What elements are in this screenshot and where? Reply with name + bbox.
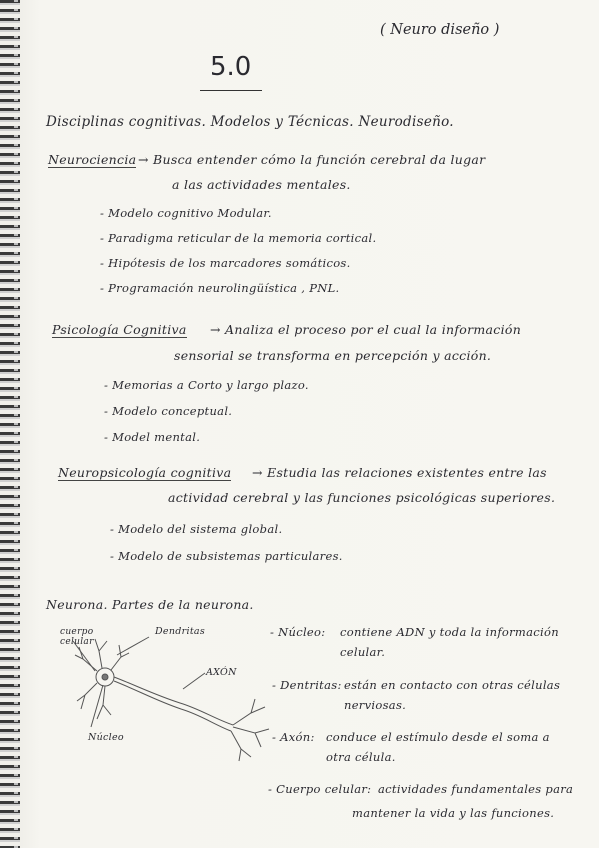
dendritas-pointer-line <box>117 637 149 655</box>
neuropsicologia-term: Neuropsicología cognitiva <box>58 465 232 480</box>
neuron-part-desc-line2: mantener la vida y las funciones. <box>352 806 555 820</box>
section-number: 5.0 <box>210 52 252 82</box>
neuron-part-desc-line1: contiene ADN y toda la información <box>340 625 559 639</box>
neurociencia-definition-line1: → Busca entender cómo la función cerebral da lugar <box>138 152 486 167</box>
section-number-underline <box>200 90 262 91</box>
neuron-part-desc-line1: actividades fundamentales para <box>378 782 574 796</box>
label-axon: AXÓN <box>206 667 237 678</box>
neuron-part-desc-line2: nerviosas. <box>344 698 407 712</box>
neurociencia-item: - Modelo cognitivo Modular. <box>100 206 272 220</box>
neuron-part-desc-line1: conduce el estímulo desde el soma a <box>326 730 550 744</box>
label-cuerpo-line1: cuerpo <box>60 627 94 637</box>
neurociencia-item: - Paradigma reticular de la memoria cortical. <box>100 231 377 245</box>
neuropsicologia-definition-line1: → Estudia las relaciones existentes entre las <box>252 465 547 480</box>
neuron-dendrite-shape <box>97 686 111 719</box>
neurociencia-term: Neurociencia <box>48 152 137 167</box>
neuron-terminal-shape <box>231 731 251 761</box>
nucleo-pointer-line <box>91 685 103 727</box>
neuron-part-desc-line2: otra célula. <box>326 750 396 764</box>
psicologia-item: - Modelo conceptual. <box>104 404 233 418</box>
neuron-dendrite-shape <box>111 645 129 670</box>
neurociencia-item: - Hipótesis de los marcadores somáticos. <box>100 256 351 270</box>
neuron-dendrite-shape <box>95 639 107 668</box>
label-dendritas: Dendritas <box>155 626 206 637</box>
neuron-axon-shape <box>114 681 231 731</box>
neuron-axon-shape <box>114 677 233 725</box>
neuron-part-term: - Dentritas: <box>272 678 342 692</box>
neuropsicologia-item: - Modelo del sistema global. <box>110 522 283 536</box>
psicologia-definition-line1: → Analiza el proceso por el cual la información <box>210 322 522 337</box>
neuron-dendrite-shape <box>77 683 97 709</box>
neurociencia-item: - Programación neurolingüística , PNL. <box>100 281 340 295</box>
neuron-terminal-shape <box>233 699 265 725</box>
neuron-part-term: - Núcleo: <box>270 625 326 639</box>
neuron-part-desc-line1: están en contacto con otras células <box>344 678 561 692</box>
neuron-nucleus-shape <box>102 674 108 680</box>
label-cuerpo-line2: celular <box>60 637 94 647</box>
neuropsicologia-definition-line2: actividad cerebral y las funciones psicológicas superiores. <box>168 490 556 505</box>
psicologia-item: - Model mental. <box>104 430 201 444</box>
label-nucleo: Núcleo <box>88 732 124 743</box>
neurona-heading: Neurona. Partes de la neurona. <box>46 597 254 612</box>
neuropsicologia-item: - Modelo de subsistemas particulares. <box>110 549 343 563</box>
neuron-part-desc-line2: celular. <box>340 645 386 659</box>
axon-pointer-line <box>183 673 205 689</box>
page-title: Disciplinas cognitivas. Modelos y Técnicas. Neurodiseño. <box>46 114 454 130</box>
psicologia-definition-line2: sensorial se transforma en percepción y acción. <box>174 348 492 363</box>
neurociencia-definition-line2: a las actividades mentales. <box>172 177 351 192</box>
spiral-binding <box>0 0 20 848</box>
neuron-part-term: - Axón: <box>272 730 315 744</box>
psicologia-term: Psicología Cognitiva <box>52 322 187 337</box>
course-tag: ( Neuro diseño ) <box>380 22 500 38</box>
psicologia-item: - Memorias a Corto y largo plazo. <box>104 378 309 392</box>
neuron-part-term: - Cuerpo celular: <box>268 782 372 796</box>
